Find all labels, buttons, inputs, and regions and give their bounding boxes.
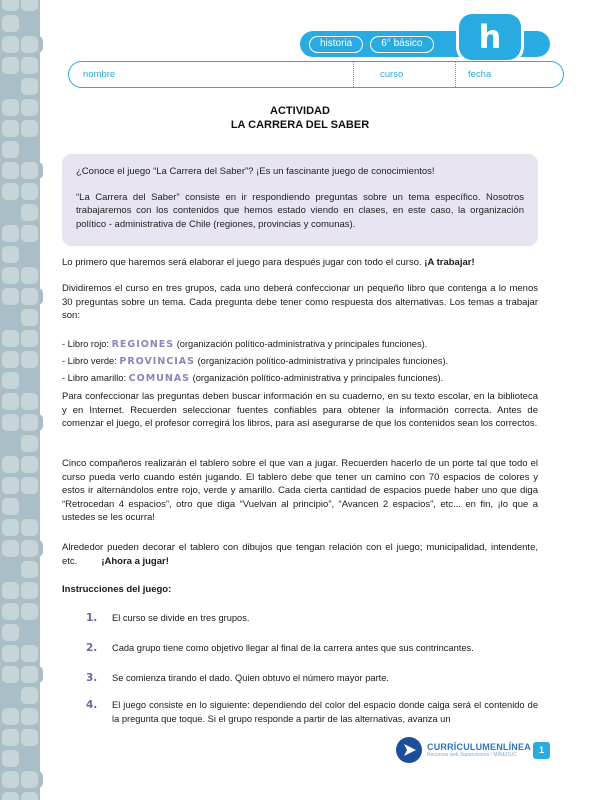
book-yellow-keyword: COMUNAS bbox=[128, 373, 191, 384]
book-red-keyword: REGIONES bbox=[111, 339, 175, 350]
instruction-1-number: 1. bbox=[86, 612, 98, 624]
instruction-item-4 bbox=[86, 699, 538, 726]
instruction-4-text: El juego consiste en lo siguiente: dependiendo del color del espacio donde caiga será el contenido de la pregunta que toque. Si el grupo responde a partir de las alternativas, avanza un bbox=[112, 700, 538, 724]
instruction-3-number: 3. bbox=[86, 672, 98, 684]
brand-tagline: Recursos web Supervisores / MINEDUC bbox=[427, 752, 517, 758]
paragraph-first-step-bold: ¡A trabajar! bbox=[424, 257, 475, 268]
subject-pill: historia bbox=[309, 36, 363, 53]
book-yellow-suffix: (organización político-administrativa y principales funciones). bbox=[190, 373, 444, 383]
instruction-2-number: 2. bbox=[86, 642, 98, 654]
activity-name: LA CARRERA DEL SABER bbox=[230, 119, 370, 131]
instruction-item-2 bbox=[86, 642, 538, 656]
book-green-prefix: - Libro verde: bbox=[62, 356, 120, 366]
instruction-3-text: Se comienza tirando el dado. Quien obtuvo el número mayor parte. bbox=[112, 673, 390, 683]
instruction-2-text: Cada grupo tiene como objetivo llegar al final de la carrera antes que sus contrincantes. bbox=[112, 643, 474, 653]
intro-paragraph-2: “La Carrera del Saber” consiste en ir respondiendo preguntas sobre un tema específico. Nosotros trabajaremos con los contenidos que hemos estado viendo en clases, en este caso, la organización político - administrativa de Chile (regiones, provincias y comunas). bbox=[76, 191, 524, 230]
book-green-keyword: PROVINCIAS bbox=[119, 356, 195, 367]
book-list bbox=[62, 336, 552, 387]
book-green-suffix: (organización político-administrativa y principales funciones). bbox=[195, 356, 449, 366]
book-item-red bbox=[62, 336, 552, 353]
brand-name: CURRÍCULUMENLÍNEA bbox=[427, 742, 531, 752]
activity-label: ACTIVIDAD bbox=[270, 105, 330, 117]
instructions-heading: Instrucciones del juego: bbox=[62, 584, 172, 595]
history-logo-badge bbox=[459, 14, 521, 60]
grade-pill: 6° básico bbox=[370, 36, 433, 53]
name-field[interactable] bbox=[69, 62, 353, 87]
book-item-yellow bbox=[62, 370, 552, 387]
book-red-suffix: (organización político-administrativa y principales funciones). bbox=[174, 339, 428, 349]
book-yellow-prefix: - Libro amarillo: bbox=[62, 373, 129, 383]
class-field[interactable] bbox=[353, 62, 455, 87]
paragraph-decorate-text: Alrededor pueden decorar el tablero con dibujos que tengan relación con el juego; municipalidad, intendente, etc. bbox=[62, 542, 538, 567]
footer-logo bbox=[396, 737, 531, 763]
left-border-pattern bbox=[0, 0, 46, 800]
class-field-label: curso bbox=[380, 69, 404, 80]
instruction-item-1 bbox=[86, 612, 538, 626]
page-number-badge: 1 bbox=[533, 742, 550, 759]
book-red-prefix: - Libro rojo: bbox=[62, 339, 112, 349]
paragraph-first-step bbox=[62, 256, 538, 270]
intro-paragraph-1: ¿Conoce el juego “La Carrera del Saber”? ¡Es un fascinante juego de conocimientos! bbox=[76, 166, 435, 177]
instruction-4-number: 4. bbox=[86, 699, 98, 711]
paragraph-board: Cinco compañeros realizarán el tablero sobre el que van a jugar. Recuerden hacerlo de un porte tal que todo el curso pueda verlo cuando estén jugando. El tablero debe que tener un camino con 70 espacios de colores y estos ir alternándolos entre rojo, verde y amarillo. Cada cierta cantidad de espacios puede haber uno que diga “Retrocedan 4 espacios”, otro que diga “Vuelvan al principio”, “Avancen 2 espacios”, etc... en fin, ¡lo que a ustedes se les ocurra! bbox=[62, 458, 538, 523]
name-field-label: nombre bbox=[83, 69, 116, 80]
page-title bbox=[62, 104, 538, 132]
paragraph-decorate-bold: ¡Ahora a jugar! bbox=[101, 555, 169, 567]
paragraph-first-step-text: Lo primero que haremos será elaborar el juego para después jugar con todo el curso. bbox=[62, 257, 425, 268]
date-field-label: fecha bbox=[468, 69, 492, 80]
instruction-1-text: El curso se divide en tres grupos. bbox=[112, 613, 250, 623]
paragraph-groups: Dividiremos el curso en tres grupos, cada uno deberá confeccionar un pequeño libro que contenga a lo menos 30 preguntas sobre un tema. Cada pregunta debe tener como respuesta dos alternativas. Los temas a trabajar son: bbox=[62, 283, 538, 321]
paragraph-decorate bbox=[62, 541, 538, 568]
brand-text-block bbox=[427, 742, 531, 758]
arrow-play-icon bbox=[396, 737, 422, 763]
student-info-row bbox=[68, 61, 564, 88]
instruction-item-3 bbox=[86, 672, 538, 686]
date-field[interactable] bbox=[455, 62, 563, 87]
book-item-green bbox=[62, 353, 552, 370]
curriculum-logo-icon bbox=[396, 737, 422, 763]
paragraph-research: Para confeccionar las preguntas deben buscar información en su cuaderno, en su texto escolar, en la biblioteca y en Internet. Recuerden seleccionar fuentes confiables para obtener la información correcta. Antes de comenzar el juego, el profesor corregirá los libros, para así asegurarse de que los contenidos sean los correctos. bbox=[62, 391, 538, 429]
history-logo-letter: h bbox=[478, 18, 502, 56]
intro-box bbox=[62, 154, 538, 246]
